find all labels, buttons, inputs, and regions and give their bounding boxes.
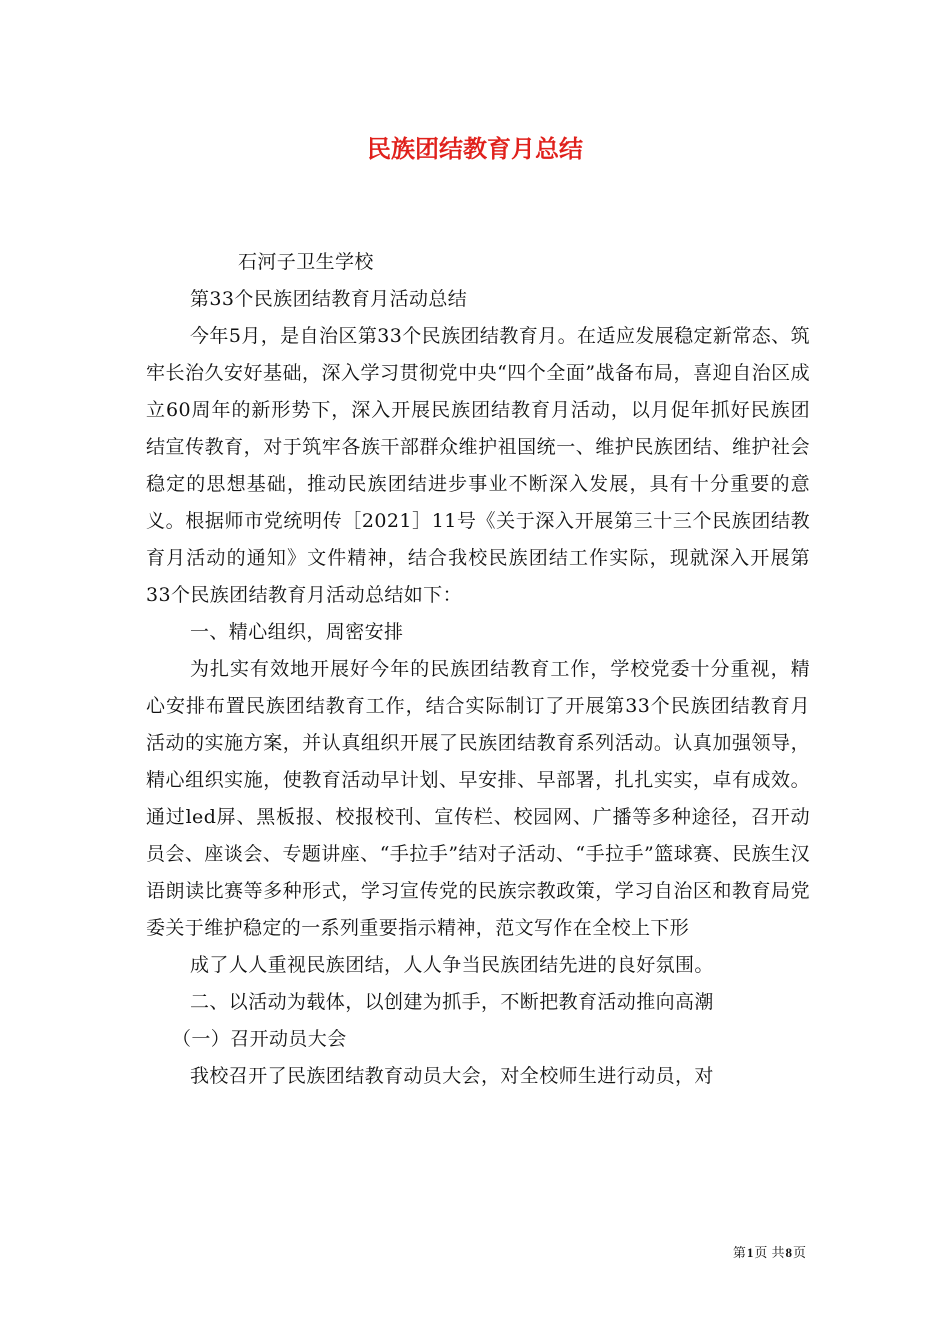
paragraph-mobilization: 我校召开了民族团结教育动员大会，对全校师生进行动员，对 bbox=[190, 1065, 714, 1087]
document-body bbox=[146, 244, 810, 1095]
section-heading-2: 二、以活动为载体，以创建为抓手，不断把教育活动推向高潮 bbox=[190, 991, 714, 1013]
footer-middle: 页 共 bbox=[754, 1246, 785, 1261]
footer-prefix: 第 bbox=[732, 1246, 746, 1261]
current-page-number: 1 bbox=[746, 1245, 754, 1260]
subsection-heading-1: （一）召开动员大会 bbox=[172, 1028, 347, 1050]
paragraph-organization: 为扎实有效地开展好今年的民族团结教育工作，学校党委十分重视，精心安排布置民族团结教育工作，结合实际制订了开展第33个民族团结教育月活动的实施方案，并认真组织开展了民族团结教育系列活动。认真加强领导，精心组织实施，使教育活动早计划、早安排、早部署，扎扎实实，卓有成效。通过led屏、黑板报、校报校刊、宣传栏、校园网、广播等多种途径，召开动员会、座谈会、专题讲座、“手拉手”结对子活动、“手拉手”篮球赛、民族生汉语朗读比赛等多种形式，学习宣传党的民族宗教政策，学习自治区和教育局党委关于维护稳定的一系列重要指示精神，范文写作在全校上下形 bbox=[146, 658, 810, 939]
document-title: 民族团结教育月总结 bbox=[367, 134, 583, 163]
paragraph-intro: 今年5月，是自治区第33个民族团结教育月。在适应发展稳定新常态、筑牢长治久安好基础，深入学习贯彻党中央“四个全面”战备布局，喜迎自治区成立60周年的新形势下，深入开展民族团结教育月活动，以月促年抓好民族团结宣传教育，对于筑牢各族干部群众维护祖国统一、维护民族团结、维护社会稳定的思想基础，推动民族团结进步事业不断深入发展，具有十分重要的意义。根据师市党统明传［2021］11号《关于深入开展第三十三个民族团结教育月活动的通知》文件精神，结合我校民族团结工作实际，现就深入开展第33个民族团结教育月活动总结如下： bbox=[146, 325, 810, 606]
section-heading-1: 一、精心组织，周密安排 bbox=[190, 621, 404, 643]
paragraph-atmosphere: 成了人人重视民族团结，人人争当民族团结先进的良好氛围。 bbox=[190, 954, 714, 976]
school-name: 石河子卫生学校 bbox=[238, 251, 374, 273]
total-pages-number: 8 bbox=[785, 1245, 792, 1260]
summary-subtitle: 第33个民族团结教育月活动总结 bbox=[190, 288, 468, 310]
footer-suffix: 页 bbox=[792, 1246, 806, 1261]
page-footer bbox=[733, 1244, 806, 1263]
